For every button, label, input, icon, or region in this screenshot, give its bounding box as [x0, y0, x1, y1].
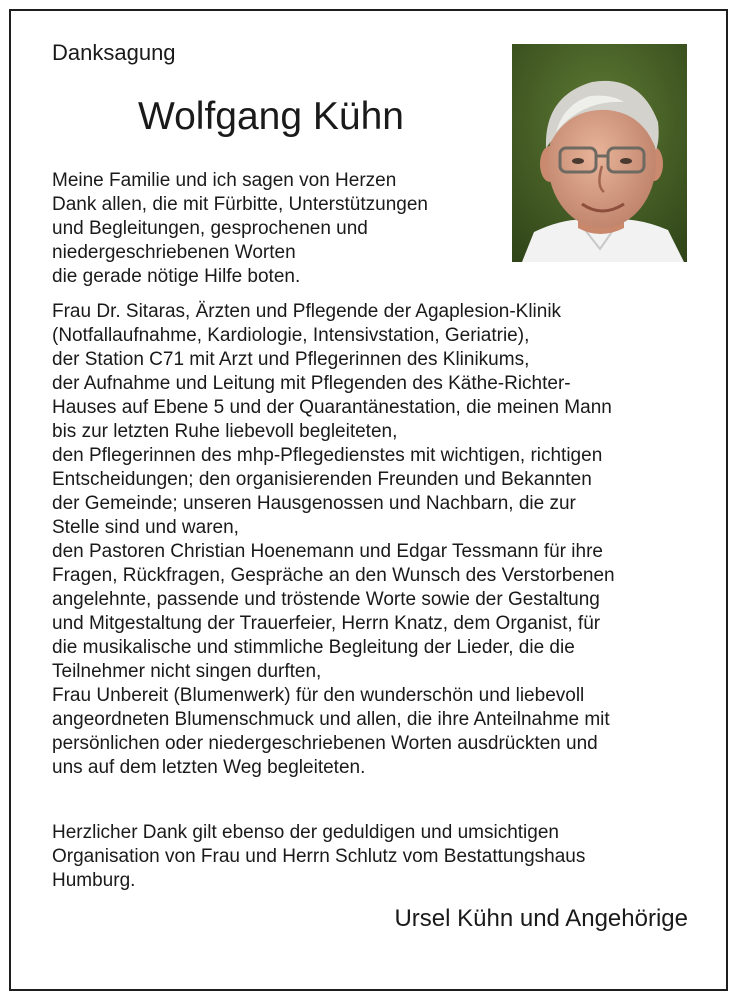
notice-heading: Danksagung: [52, 40, 176, 65]
text-line: Hauses auf Ebene 5 und der Quarantänestation, die meinen Mann: [52, 397, 612, 418]
text-line: und Mitgestaltung der Trauerfeier, Herrn Knatz, dem Organist, für: [52, 613, 601, 634]
text-line: (Notfallaufnahme, Kardiologie, Intensivstation, Geriatrie),: [52, 325, 530, 346]
text-line: angeordneten Blumenschmuck und allen, die ihre Anteilnahme mit: [52, 709, 610, 730]
text-line: Humburg.: [52, 870, 136, 891]
text-line: die musikalische und stimmliche Begleitung der Lieder, die die: [52, 637, 575, 658]
deceased-name: Wolfgang Kühn: [138, 95, 404, 138]
portrait-photo: [512, 44, 687, 262]
text-line: persönlichen oder niedergeschriebenen Worten ausdrückten und: [52, 733, 598, 754]
text-line: Meine Familie und ich sagen von Herzen: [52, 170, 397, 191]
text-line: der Aufnahme und Leitung mit Pflegenden des Käthe-Richter-: [52, 373, 571, 394]
text-line: der Gemeinde; unseren Hausgenossen und Nachbarn, die zur: [52, 493, 576, 514]
text-line: den Pastoren Christian Hoenemann und Edgar Tessmann für ihre: [52, 541, 603, 562]
text-line: uns auf dem letzten Weg begleiteten.: [52, 757, 366, 778]
intro-paragraph: [52, 169, 492, 289]
signature: Ursel Kühn und Angehörige: [394, 905, 688, 932]
text-line: Dank allen, die mit Fürbitte, Unterstützungen: [52, 194, 428, 215]
text-line: die gerade nötige Hilfe boten.: [52, 266, 301, 287]
text-line: Teilnehmer nicht singen durften,: [52, 661, 322, 682]
main-paragraph: [52, 300, 702, 780]
text-line: angelehnte, passende und tröstende Worte sowie der Gestaltung: [52, 589, 600, 610]
text-line: Frau Dr. Sitaras, Ärzten und Pflegende der Agaplesion-Klinik: [52, 301, 562, 322]
text-line: Organisation von Frau und Herrn Schlutz vom Bestattungshaus: [52, 846, 586, 867]
text-line: bis zur letzten Ruhe liebevoll begleiteten,: [52, 421, 398, 442]
text-line: den Pflegerinnen des mhp-Pflegedienstes mit wichtigen, richtigen: [52, 445, 603, 466]
text-line: Stelle sind und waren,: [52, 517, 239, 538]
text-line: Fragen, Rückfragen, Gespräche an den Wunsch des Verstorbenen: [52, 565, 615, 586]
text-line: Frau Unbereit (Blumenwerk) für den wunderschön und liebevoll: [52, 685, 585, 706]
text-line: Herzlicher Dank gilt ebenso der geduldigen und umsichtigen: [52, 822, 559, 843]
text-line: der Station C71 mit Arzt und Pflegerinnen des Klinikums,: [52, 349, 530, 370]
text-line: und Begleitungen, gesprochenen und: [52, 218, 368, 239]
closing-paragraph: [52, 821, 702, 893]
text-line: Entscheidungen; den organisierenden Freunden und Bekannten: [52, 469, 592, 490]
text-line: niedergeschriebenen Worten: [52, 242, 296, 263]
